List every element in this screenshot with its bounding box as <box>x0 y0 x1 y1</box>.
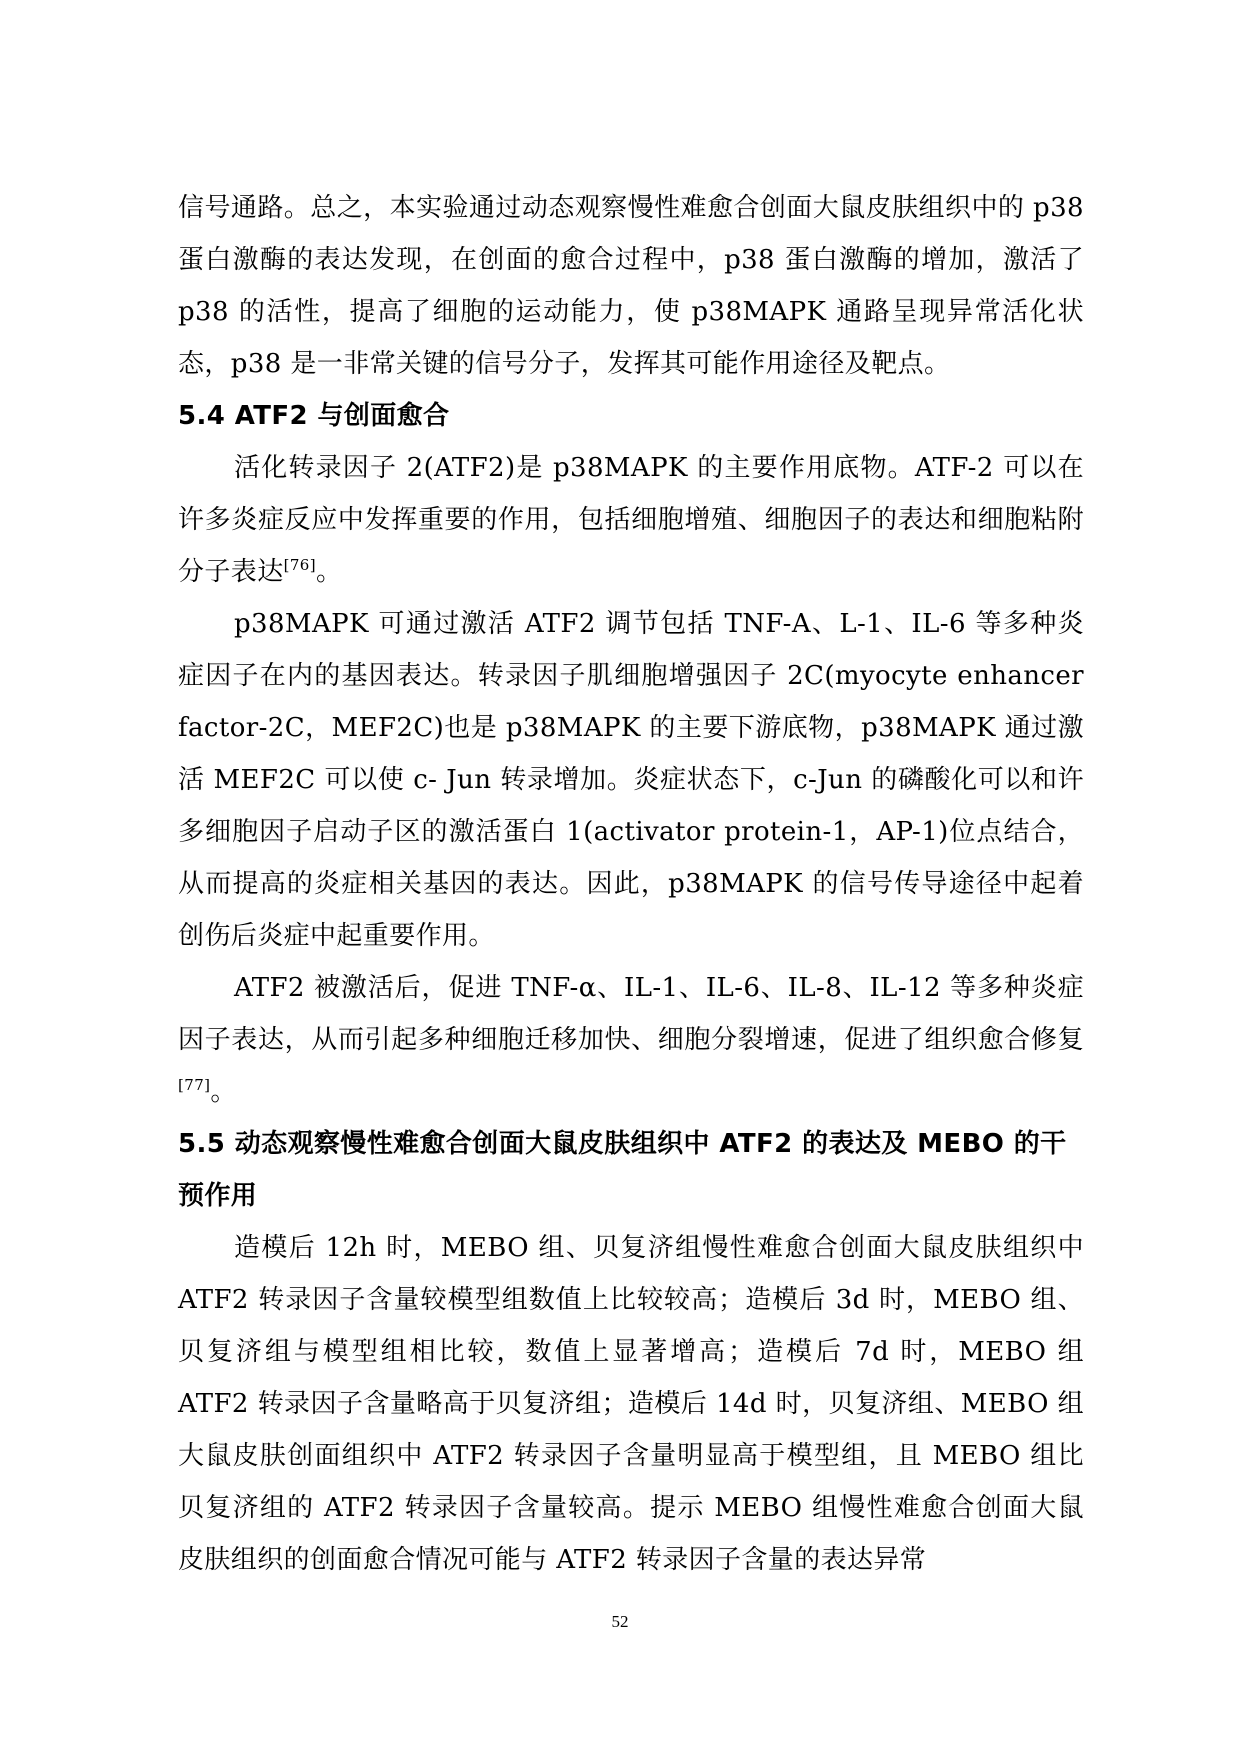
citation-76: [76] <box>283 556 317 574</box>
paragraph-end: 。 <box>210 1077 237 1107</box>
paragraph-end: 。 <box>316 557 343 587</box>
paragraph-atf2-activation <box>178 962 1084 1118</box>
page-number: 52 <box>611 1612 629 1631</box>
section-heading-5-5: 5.5 动态观察慢性难愈合创面大鼠皮肤组织中 ATF2 的表达及 MEBO 的干预作用 <box>178 1129 1067 1211</box>
paragraph-p38mapk: p38MAPK 可通过激活 ATF2 调节包括 TNF-A、L-1、IL-6 等多种炎症因子在内的基因表达。转录因子肌细胞增强因子 2C(myocyte enhancer factor-2C，MEF2C)也是 p38MAPK 的主要下游底物，p38MAPK 通过激活 MEF2C 可以使 c- Jun 转录增加。炎症状态下，c-Jun 的磷酸化可以和许多细胞因子启动子区的激活蛋白 1(activator protein-1，AP-1)位点结合，从而提高的炎症相关基因的表达。因此，p38MAPK 的信号传导途径中起着创伤后炎症中起重要作用。 <box>178 609 1084 951</box>
paragraph-continuation: 信号通路。总之，本实验通过动态观察慢性难愈合创面大鼠皮肤组织中的 p38 蛋白激酶的表达发现，在创面的愈合过程中，p38 蛋白激酶的增加，激活了 p38 的活性，提高了细胞的运动能力，使 p38MAPK 通路呈现异常活化状态，p38 是一非常关键的信号分子，发挥其可能作用途径及靶点。 <box>178 193 1084 379</box>
paragraph-results: 造模后 12h 时，MEBO 组、贝复济组慢性难愈合创面大鼠皮肤组织中 ATF2 转录因子含量较模型组数值上比较较高；造模后 3d 时，MEBO 组、贝复济组与模型组相比较，数值上显著增高；造模后 7d 时，MEBO 组 ATF2 转录因子含量略高于贝复济组；造模后 14d 时，贝复济组、MEBO 组大鼠皮肤创面组织中 ATF2 转录因子含量明显高于模型组，且 MEBO 组比贝复济组的 ATF2 转录因子含量较高。提示 MEBO 组慢性难愈合创面大鼠皮肤组织的创面愈合情况可能与 ATF2 转录因子含量的表达异常 <box>178 1233 1084 1575</box>
citation-77: [77] <box>178 1076 211 1094</box>
body-text <box>178 182 1084 1586</box>
paragraph-text: ATF2 被激活后，促进 TNF-α、IL-1、IL-6、IL-8、IL-12 等多种炎症因子表达，从而引起多种细胞迁移加快、细胞分裂增速，促进了组织愈合修复 <box>178 973 1084 1055</box>
paragraph-atf2-intro <box>178 442 1084 598</box>
paragraph-text: 活化转录因子 2(ATF2)是 p38MAPK 的主要作用底物。ATF-2 可以在许多炎症反应中发挥重要的作用，包括细胞增殖、细胞因子的表达和细胞粘附分子表达 <box>178 453 1084 587</box>
section-heading-5-4: 5.4 ATF2 与创面愈合 <box>178 401 450 431</box>
